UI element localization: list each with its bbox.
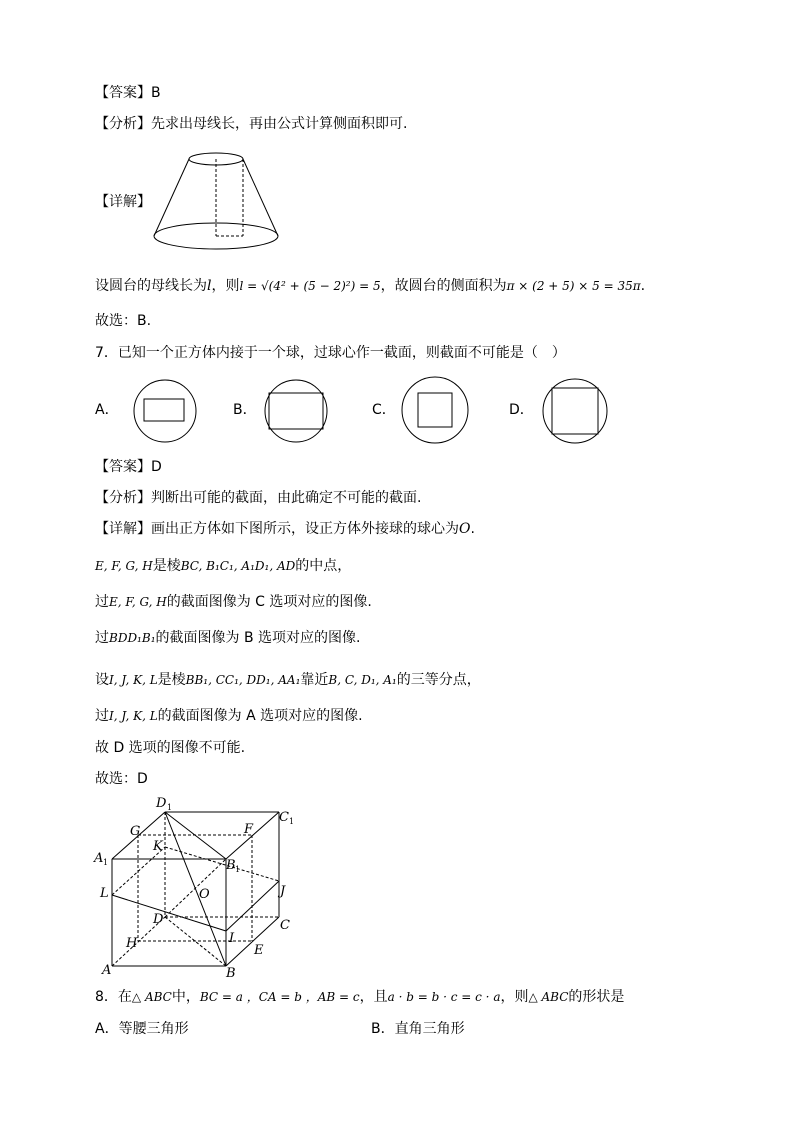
detail-end: .: [470, 521, 475, 537]
line3-pre: 过: [95, 630, 109, 646]
q7-line6: 故 D 选项的图像不可能.: [95, 740, 246, 756]
line4-mid: 是棱: [157, 672, 186, 688]
q7-stem: 7．已知一个正方体内接于一个球，过球心作一截面，则截面不可能是（ ）: [95, 345, 566, 361]
q7-answer-line: [95, 457, 162, 477]
line4-end: 的三等分点，: [396, 672, 481, 688]
label-b: B: [226, 966, 236, 981]
label-b1: B: [226, 858, 236, 873]
line4-pre: 设: [95, 672, 109, 688]
q7-analysis-line: [95, 488, 421, 508]
q7-line3: [95, 628, 360, 648]
label-a1-sub: 1: [103, 858, 109, 867]
answer-value: D: [151, 459, 162, 475]
label-a1: A: [94, 851, 104, 866]
line2-math: E, F, G, H: [109, 595, 167, 609]
label-e: E: [254, 943, 264, 958]
solution-var: l: [207, 278, 212, 294]
q7-option-d-figure: [542, 378, 608, 444]
q8-stem-mid3: ，则: [500, 989, 529, 1005]
q7-line1: [95, 556, 351, 576]
cube-figure: [90, 795, 305, 980]
label-c1: C: [279, 810, 289, 825]
q6-detail-tag: [95, 192, 151, 212]
q8-triangle2: △ ABC: [528, 990, 569, 1004]
label-h: H: [126, 936, 138, 951]
solution-pre: 设圆台的母线长为: [95, 278, 207, 294]
line2-end: 的截面图像为 C 选项对应的图像.: [166, 594, 372, 610]
label-j: J: [280, 884, 286, 899]
frustum-figure: [150, 150, 285, 260]
line5-math: I, J, K, L: [109, 709, 158, 723]
label-d1: D: [156, 796, 167, 811]
analysis-text: 判断出可能的截面，由此确定不可能的截面.: [151, 490, 422, 506]
q8-option-a: A．等腰三角形: [95, 1021, 189, 1037]
label-d1-sub: 1: [167, 803, 173, 812]
solution-mid: ，则: [211, 278, 240, 294]
label-c1-sub: 1: [289, 817, 295, 826]
solution-end: .: [640, 278, 646, 294]
line1-math2: BC, B₁C₁, A₁D₁, AD: [180, 559, 296, 573]
q6-choose: 故选：B.: [95, 313, 152, 329]
analysis-tag: 【分析】: [95, 116, 151, 132]
q7-choose: 故选：D: [95, 771, 148, 787]
line2-pre: 过: [95, 594, 109, 610]
line5-pre: 过: [95, 708, 109, 724]
label-a: A: [102, 963, 112, 978]
answer-tag: 【答案】: [95, 459, 151, 475]
q7-option-c-label: C．: [372, 402, 396, 418]
line1-end: 的中点，: [295, 558, 352, 574]
q7-line2: [95, 592, 372, 612]
analysis-text: 先求出母线长，再由公式计算侧面积即可.: [151, 116, 408, 132]
line1-math: E, F, G, H: [95, 559, 153, 573]
q8-stem-mid: 中，: [171, 989, 200, 1005]
q7-option-b-label: B．: [233, 402, 257, 418]
analysis-tag: 【分析】: [95, 490, 151, 506]
label-g: G: [130, 824, 141, 839]
line4-mid2: 靠近: [300, 672, 329, 688]
line3-end: 的截面图像为 B 选项对应的图像.: [155, 630, 361, 646]
label-d: D: [153, 912, 164, 927]
q6-analysis-line: [95, 114, 407, 134]
label-f: F: [244, 822, 254, 837]
line3-math: BDD₁B₁: [109, 631, 156, 645]
q6-solution-line: [95, 276, 645, 296]
q8-option-b: B．直角三角形: [371, 1021, 465, 1037]
line5-end: 的截面图像为 A 选项对应的图像.: [157, 708, 363, 724]
line4-math3: B, C, D₁, A₁: [328, 673, 397, 687]
q7-detail-line: [95, 519, 475, 539]
q8-stem-pre: 8．在: [95, 989, 132, 1005]
label-o: O: [199, 887, 210, 902]
q7-line5: [95, 706, 363, 726]
q8-stem-mid2: ，且: [359, 989, 388, 1005]
line1-mid: 是棱: [152, 558, 181, 574]
q8-stem-end: 的形状是: [568, 989, 625, 1005]
q8-triangle: △ ABC: [131, 990, 172, 1004]
solution-area: π × (2 + 5) × 5 = 35π: [506, 279, 641, 293]
answer-value: B: [151, 85, 161, 101]
solution-formula: l = √(4² + (5 − 2)²) = 5: [239, 279, 381, 293]
answer-tag: 【答案】: [95, 85, 151, 101]
label-b1-sub: 1: [235, 865, 241, 874]
solution-post: ，故圆台的侧面积为: [380, 278, 507, 294]
line4-math2: BB₁, CC₁, DD₁, AA₁: [185, 673, 301, 687]
q8-condition: a · b = b · c = c · a: [387, 990, 501, 1004]
detail-var: O: [459, 521, 471, 537]
q8-vectors: BC = a ，CA = b ，AB = c: [199, 990, 360, 1004]
line4-math: I, J, K, L: [109, 673, 158, 687]
q7-option-c-figure: [401, 376, 469, 444]
detail-tag: 【详解】: [95, 521, 151, 537]
q7-line4: [95, 670, 481, 690]
q7-option-a-label: A．: [95, 402, 119, 418]
detail-text: 画出正方体如下图所示，设正方体外接球的球心为: [151, 521, 459, 537]
q6-answer-line: [95, 83, 161, 103]
detail-tag: 【详解】: [95, 194, 151, 210]
q7-option-b-figure: [264, 379, 328, 443]
q8-stem: [95, 987, 624, 1007]
q7-option-a-figure: [133, 379, 197, 443]
label-i: I: [229, 931, 235, 946]
label-c: C: [280, 918, 290, 933]
q7-option-d-label: D．: [509, 402, 534, 418]
label-k: K: [153, 839, 163, 854]
label-l: L: [100, 886, 109, 901]
